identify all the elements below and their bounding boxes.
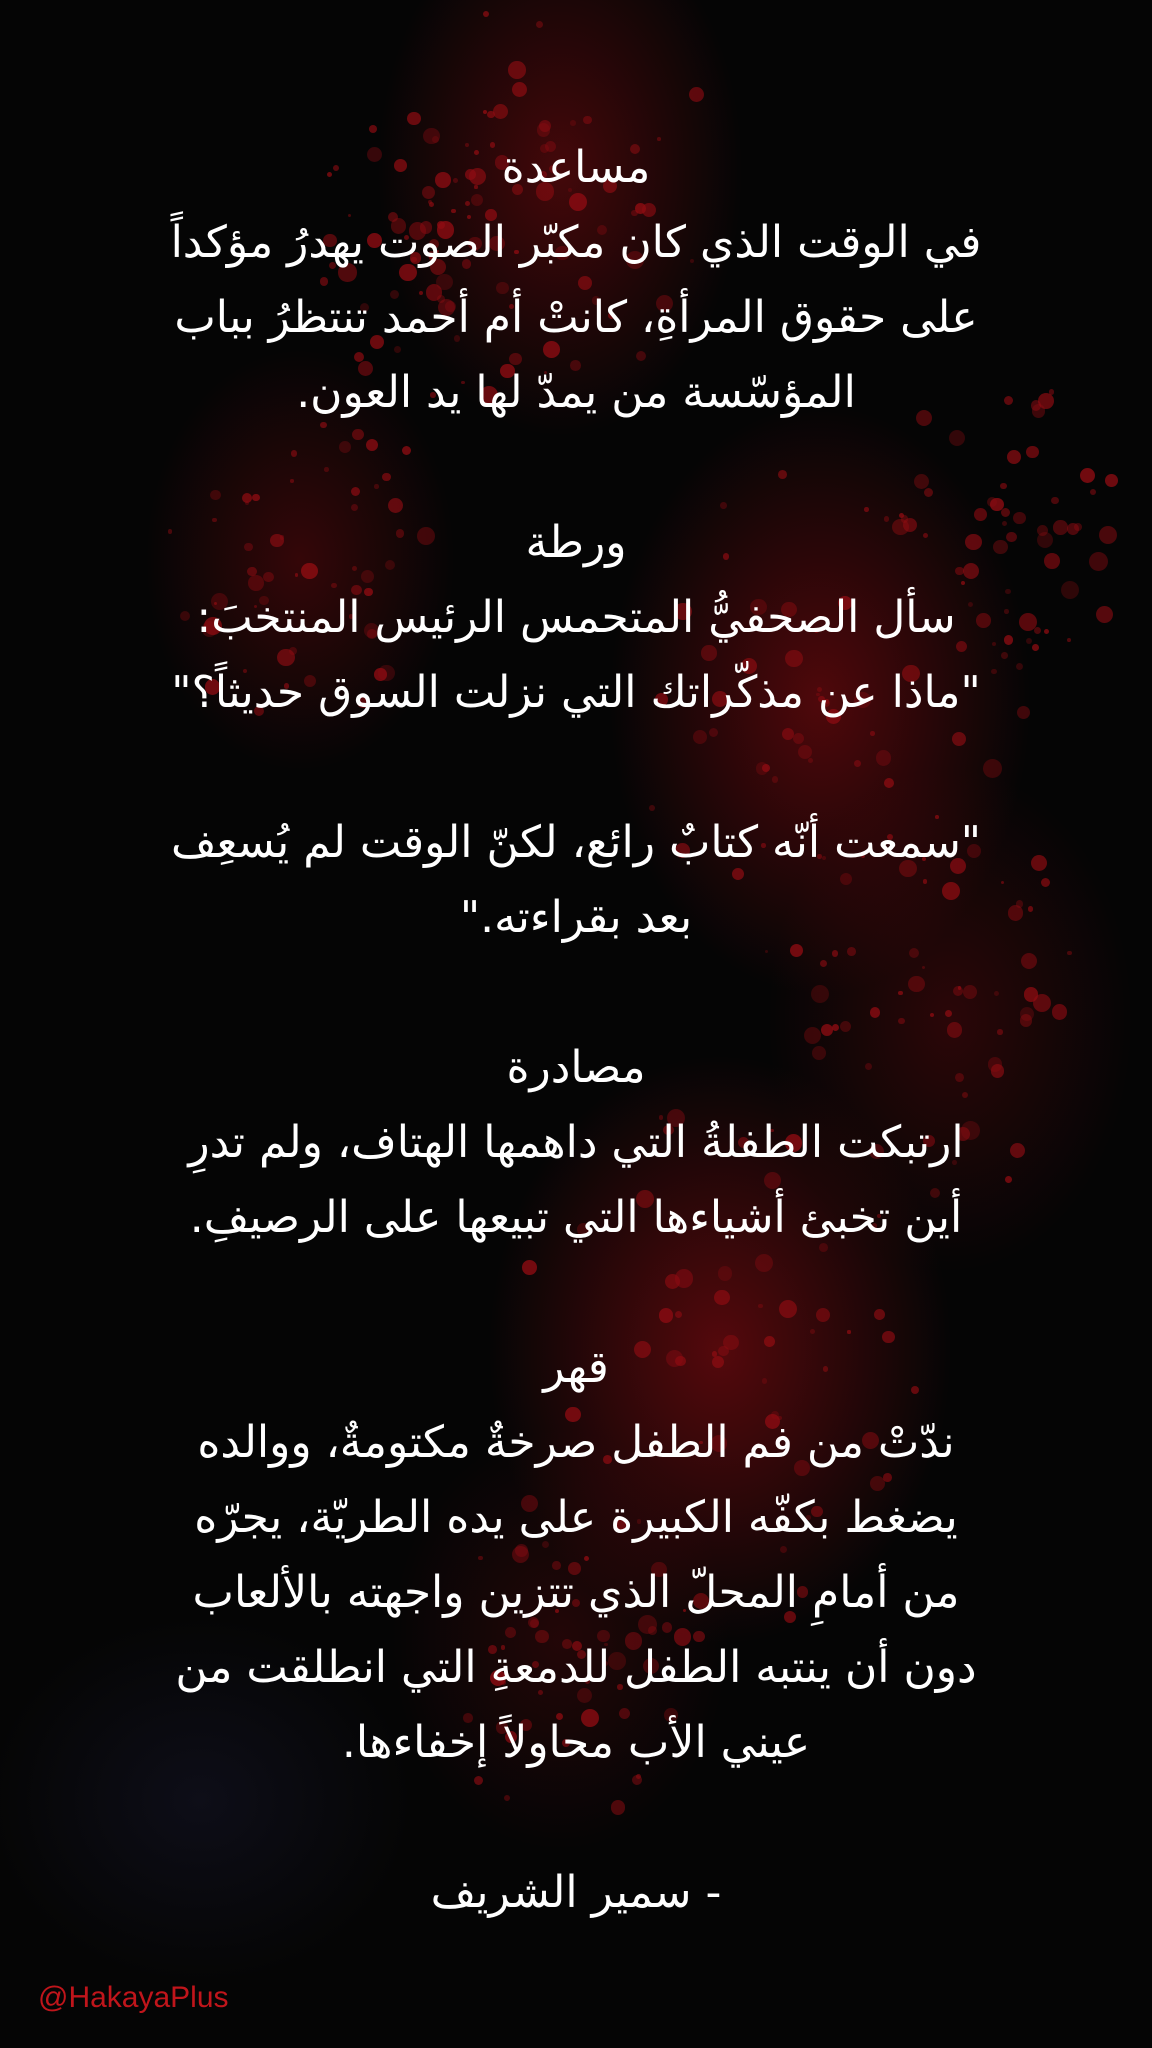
story-line: "سمعت أنّه كتابٌ رائع، لكنّ الوقت لم يُسعِف (170, 817, 982, 868)
splatter-speck (483, 11, 490, 18)
section-title: ورطة (525, 517, 627, 568)
section-title: قهر (543, 1342, 609, 1393)
story-line: ندّتْ من فم الطفل صرخةٌ مكتومةٌ، ووالده (197, 1417, 955, 1468)
story-line: بعد بقراءته." (459, 892, 693, 943)
splatter-speck (1096, 606, 1113, 623)
signature-section (60, 1855, 1092, 1930)
splatter-speck (1105, 474, 1118, 487)
story-line: على حقوق المرأةِ، كانتْ أم أحمد تنتظرُ بباب (174, 292, 978, 343)
splatter-speck (1099, 526, 1117, 544)
author-signature: - سمير الشريف (430, 1867, 722, 1918)
story-line: سأل الصحفيُّ المتحمس الرئيس المنتخبَ: (196, 592, 956, 643)
story-text (60, 130, 1092, 2005)
story-line: ارتبكت الطفلةُ التي داهمها الهتاف، ولم تدرِ (188, 1117, 964, 1168)
blank-line (60, 730, 1092, 805)
story-line: "ماذا عن مذكّراتك التي نزلت السوق حديثاً؟" (171, 667, 981, 718)
story-line: في الوقت الذي كان مكبّر الصوت يهدرُ مؤكداً (170, 217, 982, 268)
splatter-speck (483, 110, 487, 114)
story-line: يضغط بكفّه الكبيرة على يده الطريّة، يجرّه (194, 1492, 958, 1543)
story-line: دون أن ينتبه الطفل للدمعةِ التي انطلقت من (175, 1642, 977, 1693)
splatter-speck (570, 120, 576, 126)
story-line: عيني الأب محاولاً إخفاءها. (341, 1717, 811, 1768)
section-title: مصادرة (506, 1042, 646, 1093)
story-section-qahr (60, 1330, 1092, 1780)
splatter-speck (512, 82, 527, 97)
splatter-speck (689, 87, 704, 102)
story-line: أين تخبئ أشياءها التي تبيعها على الرصيفِ. (189, 1192, 963, 1243)
splatter-speck (493, 104, 508, 119)
splatter-speck (583, 116, 592, 125)
section-title: مساعدة (501, 142, 651, 193)
story-section-musaada (60, 130, 1092, 430)
splatter-speck (407, 112, 420, 125)
story-line: المؤسّسة من يمدّ لها يد العون. (296, 367, 856, 418)
splatter-speck (536, 21, 543, 28)
story-line: من أمامِ المحلّ الذي تتزين واجهته بالألعاب (192, 1567, 960, 1618)
splatter-speck (508, 61, 526, 79)
story-section-musadara (60, 1030, 1092, 1255)
watermark-handle: @HakayaPlus (38, 1981, 229, 2014)
story-section-warta (60, 505, 1092, 955)
